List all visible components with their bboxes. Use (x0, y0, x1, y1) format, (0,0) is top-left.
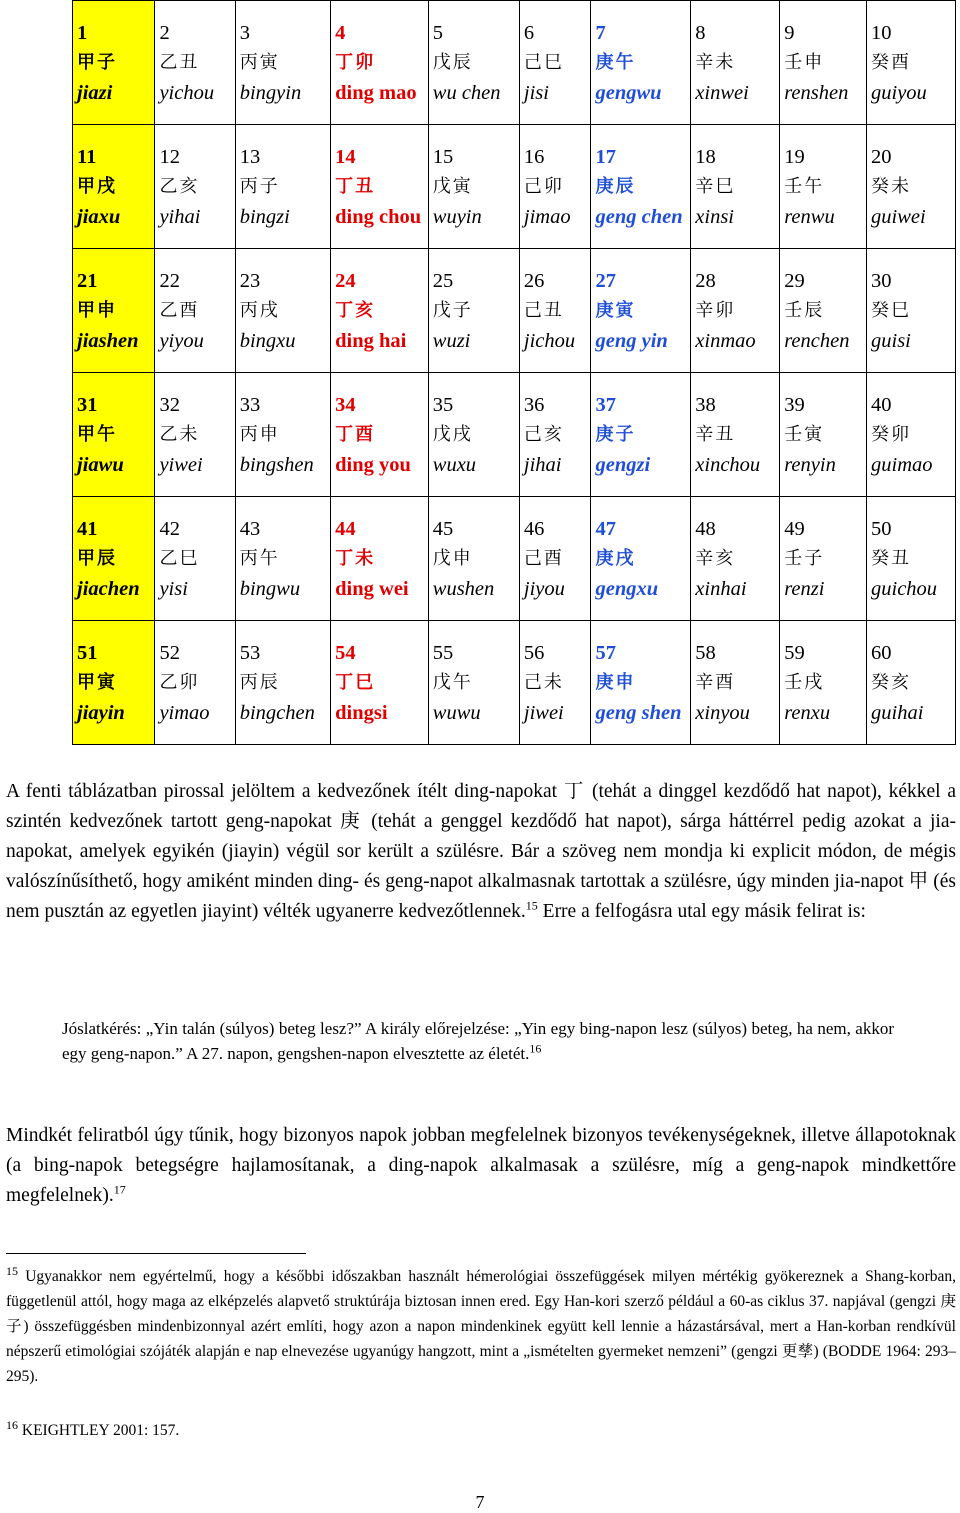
day-characters: 辛亥 (695, 547, 736, 569)
day-number: 5 (432, 21, 444, 44)
day-number: 28 (695, 269, 716, 292)
day-pinyin: jiazi (77, 81, 113, 104)
day-pinyin: geng chen (595, 205, 683, 228)
day-characters: 丁酉 (335, 423, 376, 445)
quoted-inscription (62, 1017, 894, 1066)
day-characters: 甲申 (77, 299, 117, 321)
day-pinyin: xinhai (695, 577, 747, 600)
day-characters: 庚戌 (595, 547, 636, 569)
day-cell (591, 1, 691, 125)
day-number: 3 (239, 21, 250, 44)
day-pinyin: renshen (784, 81, 849, 104)
footnote-16-text: KEIGHTLEY 2001: 157. (21, 1422, 180, 1439)
day-characters: 丙子 (239, 175, 280, 197)
day-pinyin: bingchen (239, 701, 315, 724)
day-number: 57 (595, 641, 616, 664)
day-cell (780, 497, 867, 621)
day-cell (428, 1, 519, 125)
day-cell (155, 1, 235, 125)
day-number: 20 (871, 145, 892, 168)
day-characters: 庚辰 (595, 175, 636, 197)
day-cell (331, 125, 429, 249)
day-number: 31 (77, 393, 98, 416)
day-cell (428, 373, 519, 497)
day-pinyin: guiwei (871, 205, 926, 228)
footnote-separator (6, 1253, 306, 1254)
day-number: 36 (523, 393, 545, 416)
table-row (73, 249, 956, 373)
day-characters: 壬戌 (784, 671, 825, 693)
day-number: 32 (159, 393, 180, 416)
day-cell (428, 125, 519, 249)
day-cell (867, 1, 956, 125)
day-cell (780, 249, 867, 373)
day-cell (235, 621, 330, 745)
day-cell (155, 249, 235, 373)
day-cell (780, 125, 867, 249)
day-cell (235, 1, 330, 125)
day-pinyin: ding chou (335, 205, 422, 228)
day-characters: 丙申 (239, 423, 280, 445)
day-cell (331, 621, 429, 745)
paragraph-1-text: A fenti táblázatban pirossal jelöltem a kedvezőnek ítélt ding-napokat 丁 (tehát a dinggel kezdődő hat napot), kékkel a szintén kedvezőnek tartott geng-napokat 庚 (tehát a genggel kezdődő hat napot), sárga háttérrel pedig azokat a jia-napokat, amelyek egyikén (jiayin) végül sor került a szülésre. Bár a szöveg nem mondja ki explicit módon, de mégis valószínűsíthető, hogy amiként minden ding- és geng-napot alkalmasnak tartottak a szülésre, úgy minden jia-napot 甲 (és nem pusztán az egyetlen jiayint) vélték ugyanerre kedvezőtlennek. (6, 781, 956, 922)
day-cell (73, 373, 155, 497)
day-characters: 丁卯 (335, 51, 376, 73)
day-cell (519, 125, 591, 249)
table-row (73, 497, 956, 621)
day-characters: 壬辰 (784, 299, 825, 321)
day-pinyin: bingyin (239, 81, 302, 104)
day-cell (73, 621, 155, 745)
day-number: 55 (432, 641, 454, 664)
footnote-ref-16[interactable]: 16 (529, 1040, 542, 1055)
day-characters: 壬午 (784, 175, 825, 197)
day-number: 16 (523, 145, 545, 168)
footnote-15-number: 15 (6, 1263, 18, 1278)
paragraph-1 (6, 777, 956, 927)
day-characters: 甲子 (77, 51, 117, 73)
day-pinyin: ding mao (335, 81, 417, 104)
day-number: 41 (77, 517, 98, 540)
day-number: 40 (871, 393, 892, 416)
day-cell (691, 373, 780, 497)
day-pinyin: bingxu (239, 329, 296, 352)
day-characters: 辛未 (695, 51, 736, 73)
day-pinyin: jiachen (77, 577, 140, 600)
footnote-15-text: Ugyanakkor nem egyértelmű, hogy a későbbi időszakban használt hémerológiai összefüggések milyen mértékig gyökereznek a Shang-korban, függetlenül attól, hogy maga az elképzelés alapvető struktúrája biztosan innen ered. Egy Han-kori szerző például a 60-as ciklus 37. napjával (gengzi 庚子) összefüggésben mindenbizonnyal azért említi, hogy azon a napon mindenkinek együtt kell lennie a házastársával, mert a Han-korban rendkívül népszerű etimológiai szójáték alapján e nap elnevezése ugyanúgy hangzott, mint a „ismételten gyermeket nemzeni” (gengzi 更孳) (BODDE 1964: 293–295). (6, 1268, 956, 1385)
table-body (73, 1, 956, 745)
day-pinyin: ding you (335, 453, 411, 476)
day-cell (867, 249, 956, 373)
day-number: 37 (595, 393, 616, 416)
day-pinyin: wuyin (432, 205, 482, 228)
day-number: 9 (784, 21, 795, 44)
day-number: 19 (784, 145, 805, 168)
day-pinyin: xinchou (695, 453, 761, 476)
day-characters: 甲辰 (77, 547, 117, 569)
day-cell (780, 373, 867, 497)
day-cell (235, 373, 330, 497)
day-number: 50 (871, 517, 892, 540)
day-cell (591, 249, 691, 373)
day-characters: 己亥 (523, 423, 564, 445)
day-number: 52 (159, 641, 180, 664)
day-pinyin: yisi (159, 577, 188, 600)
day-number: 47 (595, 517, 616, 540)
day-pinyin: xinyou (695, 701, 750, 724)
day-cell (780, 621, 867, 745)
day-characters: 戊戌 (432, 423, 473, 445)
day-cell (428, 249, 519, 373)
day-number: 42 (159, 517, 180, 540)
day-pinyin: yiyou (159, 329, 204, 352)
day-cell (331, 1, 429, 125)
day-pinyin: jimao (523, 205, 571, 228)
day-cell (591, 497, 691, 621)
day-characters: 丁未 (335, 547, 376, 569)
day-number: 35 (432, 393, 454, 416)
day-pinyin: jihai (523, 453, 562, 476)
day-pinyin: renxu (784, 701, 831, 724)
day-pinyin: jiashen (77, 329, 139, 352)
footnote-ref-17[interactable]: 17 (113, 1182, 126, 1197)
day-number: 24 (335, 269, 356, 292)
day-pinyin: renwu (784, 205, 835, 228)
day-characters: 己巳 (523, 51, 564, 73)
day-characters: 乙卯 (159, 671, 200, 693)
day-cell (155, 125, 235, 249)
day-characters: 庚子 (595, 423, 636, 445)
day-cell (155, 497, 235, 621)
day-characters: 癸丑 (871, 547, 911, 569)
day-characters: 乙巳 (159, 547, 200, 569)
day-cell (331, 249, 429, 373)
day-number: 38 (695, 393, 716, 416)
day-pinyin: yiwei (159, 453, 203, 476)
day-pinyin: jiaxu (77, 205, 121, 228)
day-pinyin: xinsi (695, 205, 734, 228)
day-pinyin: jiwei (523, 701, 564, 724)
day-characters: 戊寅 (432, 175, 473, 197)
day-pinyin: jiyou (523, 577, 565, 600)
day-characters: 庚申 (595, 671, 636, 693)
day-number: 26 (523, 269, 545, 292)
day-number: 8 (695, 21, 706, 44)
day-characters: 丙戌 (239, 299, 280, 321)
day-cell (519, 497, 591, 621)
day-cell (73, 125, 155, 249)
footnote-ref-15[interactable]: 15 (525, 898, 538, 913)
day-characters: 丙寅 (239, 51, 280, 73)
day-cell (867, 497, 956, 621)
day-pinyin: wuzi (432, 329, 471, 352)
day-characters: 壬申 (784, 51, 825, 73)
paragraph-1-tail: Erre a felfogásra utal egy másik felirat is: (537, 901, 866, 922)
day-pinyin: bingzi (239, 205, 290, 228)
day-characters: 丙午 (239, 547, 280, 569)
paragraph-2 (6, 1121, 956, 1211)
day-cell (867, 621, 956, 745)
day-number: 18 (695, 145, 716, 168)
day-number: 53 (239, 641, 261, 664)
day-pinyin: xinwei (695, 81, 749, 104)
day-number: 51 (77, 641, 98, 664)
day-cell (73, 249, 155, 373)
day-characters: 戊申 (432, 547, 473, 569)
day-cell (73, 1, 155, 125)
day-pinyin: yimao (159, 701, 210, 724)
table-row (73, 373, 956, 497)
day-number: 21 (77, 269, 98, 292)
day-pinyin: xinmao (695, 329, 756, 352)
day-characters: 庚寅 (595, 299, 636, 321)
day-cell (235, 497, 330, 621)
day-cell (691, 621, 780, 745)
day-characters: 癸酉 (871, 51, 911, 73)
day-pinyin: jisi (523, 81, 549, 104)
day-characters: 辛巳 (695, 175, 736, 197)
day-pinyin: gengxu (595, 577, 659, 600)
day-pinyin: guihai (871, 701, 924, 724)
day-number: 11 (77, 145, 97, 168)
day-characters: 甲戌 (77, 175, 117, 197)
day-number: 2 (159, 21, 170, 44)
day-cell (235, 249, 330, 373)
day-number: 60 (871, 641, 892, 664)
day-characters: 辛酉 (695, 671, 736, 693)
day-cell (155, 373, 235, 497)
day-pinyin: ding wei (335, 577, 409, 600)
day-number: 48 (695, 517, 716, 540)
day-pinyin: gengwu (595, 81, 662, 104)
day-characters: 戊辰 (432, 51, 473, 73)
day-number: 30 (871, 269, 892, 292)
day-characters: 乙亥 (159, 175, 200, 197)
day-pinyin: guichou (871, 577, 938, 600)
day-number: 25 (432, 269, 454, 292)
day-number: 46 (523, 517, 545, 540)
day-number: 1 (77, 21, 88, 44)
day-characters: 癸卯 (871, 423, 911, 445)
day-characters: 甲午 (77, 423, 117, 445)
day-number: 45 (432, 517, 454, 540)
day-cell (331, 373, 429, 497)
footnote-15 (6, 1264, 956, 1389)
day-pinyin: geng shen (595, 701, 682, 724)
day-number: 22 (159, 269, 180, 292)
day-characters: 乙丑 (159, 51, 200, 73)
day-characters: 乙未 (159, 423, 200, 445)
day-cell (591, 373, 691, 497)
day-cell (73, 497, 155, 621)
day-number: 6 (523, 21, 535, 44)
day-cell (867, 373, 956, 497)
day-pinyin: wushen (432, 577, 495, 600)
day-cell (519, 249, 591, 373)
day-cell (591, 621, 691, 745)
day-number: 43 (239, 517, 261, 540)
day-characters: 癸巳 (871, 299, 911, 321)
day-characters: 丁丑 (335, 175, 376, 197)
day-cell (867, 125, 956, 249)
day-cell (691, 497, 780, 621)
day-cell (155, 621, 235, 745)
day-cell (591, 125, 691, 249)
sexagenary-cycle-table (72, 0, 956, 745)
day-number: 27 (595, 269, 616, 292)
day-characters: 癸未 (871, 175, 911, 197)
paragraph-2-text: Mindkét feliratból úgy tűnik, hogy bizonyos napok jobban megfelelnek bizonyos tevékenységeknek, illetve állapotoknak (a bing-napok betegségre hajlamosítanak, a ding-napok alkalmasak a szülésre, míg a geng-napok mindkettőre megfelelnek). (6, 1125, 956, 1206)
table-row (73, 621, 956, 745)
day-pinyin: guiyou (871, 81, 927, 104)
day-pinyin: wu chen (432, 81, 501, 104)
day-pinyin: dingsi (335, 701, 388, 724)
day-pinyin: guimao (871, 453, 933, 476)
day-number: 23 (239, 269, 261, 292)
day-cell (428, 497, 519, 621)
day-pinyin: geng yin (595, 329, 668, 352)
day-characters: 丙辰 (239, 671, 280, 693)
day-pinyin: jiawu (77, 453, 124, 476)
day-cell (691, 1, 780, 125)
day-characters: 丁亥 (335, 299, 376, 321)
table-row (73, 125, 956, 249)
day-characters: 辛丑 (695, 423, 736, 445)
day-pinyin: wuxu (432, 453, 477, 476)
day-cell (428, 621, 519, 745)
day-cell (519, 1, 591, 125)
day-cell (519, 373, 591, 497)
day-characters: 壬寅 (784, 423, 825, 445)
day-pinyin: renzi (784, 577, 825, 600)
day-pinyin: wuwu (432, 701, 481, 724)
day-characters: 丁巳 (335, 671, 376, 693)
day-number: 17 (595, 145, 616, 168)
day-number: 56 (523, 641, 545, 664)
day-pinyin: bingshen (239, 453, 314, 476)
day-number: 49 (784, 517, 805, 540)
day-number: 58 (695, 641, 716, 664)
footnote-16 (6, 1418, 956, 1443)
footnote-16-number: 16 (6, 1417, 18, 1432)
day-pinyin: jiayin (77, 701, 125, 724)
day-cell (780, 1, 867, 125)
day-pinyin: gengzi (595, 453, 651, 476)
day-pinyin: yichou (159, 81, 215, 104)
day-number: 34 (335, 393, 356, 416)
day-characters: 乙酉 (159, 299, 200, 321)
day-number: 54 (335, 641, 356, 664)
day-number: 10 (871, 21, 892, 44)
day-characters: 甲寅 (77, 671, 117, 693)
page-number: 7 (475, 1492, 485, 1512)
day-number: 4 (335, 21, 346, 44)
day-number: 7 (595, 21, 606, 44)
day-number: 44 (335, 517, 356, 540)
day-characters: 己未 (523, 671, 564, 693)
day-pinyin: ding hai (335, 329, 407, 352)
day-characters: 己酉 (523, 547, 564, 569)
table-row (73, 1, 956, 125)
day-pinyin: renyin (784, 453, 836, 476)
day-pinyin: renchen (784, 329, 850, 352)
day-number: 59 (784, 641, 805, 664)
day-cell (519, 621, 591, 745)
day-cell (691, 125, 780, 249)
day-number: 29 (784, 269, 805, 292)
day-characters: 己丑 (523, 299, 564, 321)
day-cell (235, 125, 330, 249)
day-pinyin: jichou (523, 329, 576, 352)
day-number: 39 (784, 393, 805, 416)
day-characters: 己卯 (523, 175, 564, 197)
day-number: 33 (239, 393, 261, 416)
day-characters: 辛卯 (695, 299, 736, 321)
day-characters: 壬子 (784, 547, 825, 569)
day-characters: 戊午 (432, 671, 473, 693)
day-pinyin: guisi (871, 329, 911, 352)
day-characters: 癸亥 (871, 671, 911, 693)
day-number: 13 (239, 145, 261, 168)
day-pinyin: bingwu (239, 577, 301, 600)
day-pinyin: yihai (159, 205, 201, 228)
day-number: 15 (432, 145, 454, 168)
day-number: 14 (335, 145, 356, 168)
day-number: 12 (159, 145, 180, 168)
day-characters: 戊子 (432, 299, 473, 321)
day-cell (331, 497, 429, 621)
day-characters: 庚午 (595, 51, 636, 73)
quote-text: Jóslatkérés: „Yin talán (súlyos) beteg lesz?” A király előrejelzése: „Yin egy bing-napon lesz (súlyos) beteg, ha nem, akkor egy geng-napon.” A 27. napon, gengshen-napon elvesztette az életét. (62, 1019, 894, 1063)
day-cell (691, 249, 780, 373)
